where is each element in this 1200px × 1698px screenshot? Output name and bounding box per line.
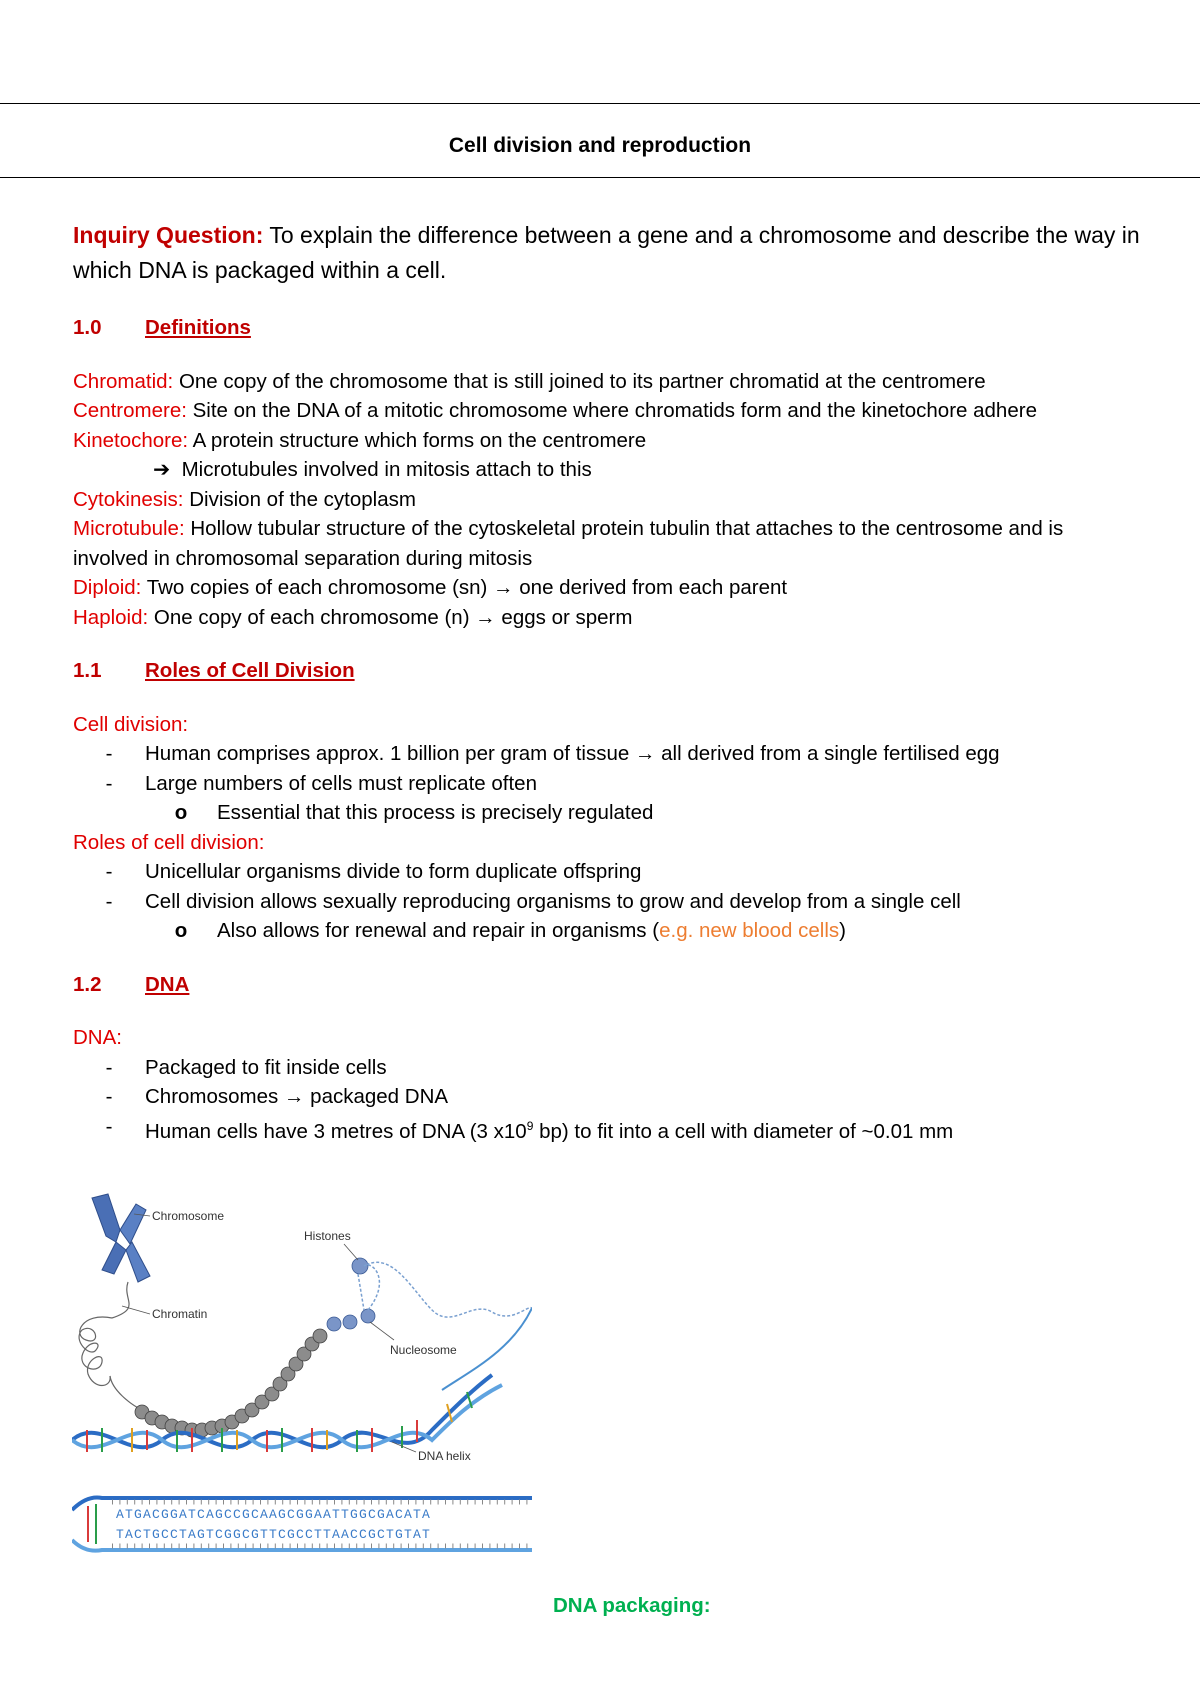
section-title: Roles of Cell Division: [145, 659, 355, 682]
list-item: [73, 769, 1143, 799]
figure-caption: DNA packaging:: [553, 1594, 711, 1617]
sub-list-item-text-end: ): [839, 919, 846, 942]
label-histones: Histones: [304, 1229, 351, 1243]
list-item-text: Unicellular organisms divide to form duplicate offspring: [145, 860, 642, 883]
section-number: 1.1: [73, 659, 102, 682]
inquiry-label: Inquiry Question:: [73, 222, 264, 248]
dash-bullet: -: [105, 742, 113, 765]
label-chromatin: Chromatin: [152, 1307, 208, 1321]
definition-term: Centromere:: [73, 399, 187, 422]
definition-cytokinesis: [73, 485, 1143, 515]
dash-bullet: -: [105, 860, 113, 883]
definition-text: Division of the cytoplasm: [183, 487, 416, 511]
dna-label: DNA:: [73, 1026, 122, 1049]
definition-kinetochore: [73, 426, 1143, 456]
definition-term: Microtubule:: [73, 517, 185, 540]
definition-term: Diploid:: [73, 576, 142, 599]
circle-bullet-icon: o: [174, 801, 188, 824]
definition-microtubule: [73, 514, 1143, 573]
list-item: [73, 1112, 1143, 1146]
section-number: 1.2: [73, 972, 102, 996]
list-item-text-end: bp) to fit into a cell with diameter of ~0.01 mm: [533, 1119, 954, 1143]
page-title: Cell division and reproduction: [448, 134, 752, 157]
arrow-icon: ➔: [153, 458, 182, 481]
section-title: Definitions: [145, 316, 251, 339]
section-number: 1.0: [73, 316, 102, 339]
sub-list-item: [73, 798, 1143, 828]
list-item: [73, 1053, 1143, 1083]
sub-list-item-text: Also allows for renewal and repair in organisms (: [217, 919, 660, 942]
section-heading-definitions: [73, 313, 1143, 343]
section-heading-roles: [73, 656, 1143, 686]
list-item-text: Packaged to fit inside cells: [145, 1055, 387, 1079]
list-item-text: Large numbers of cells must replicate often: [145, 771, 537, 795]
definition-term: Haploid:: [73, 605, 149, 629]
list-item: [73, 1082, 1143, 1112]
definition-text: One copy of each chromosome (n) → eggs or sperm: [148, 605, 633, 629]
chromatin-icon: [79, 1282, 142, 1410]
document-body: [73, 218, 1143, 1146]
circle-bullet-icon: o: [174, 919, 188, 942]
definition-text: Two copies of each chromosome (sn) → one derived from each parent: [141, 576, 788, 599]
definition-text: Hollow tubular structure of the cytoskeletal protein tubulin that attaches to the centrosome and is involved in chromosomal separation during mitosis: [73, 517, 1064, 570]
definition-term: Chromatid:: [73, 369, 174, 393]
definition-term: Kinetochore:: [73, 428, 189, 452]
label-nucleosome: Nucleosome: [390, 1343, 457, 1357]
histone-icon: [327, 1258, 375, 1331]
dash-bullet: -: [105, 1114, 113, 1138]
sequence-top: ATGACGGATCAGCCGCAAGCGGAATTGGCGACATA: [116, 1507, 432, 1522]
dna-sequence-diagram: [72, 1498, 532, 1551]
definition-chromatid: [73, 367, 1143, 397]
cell-division-label: Cell division:: [73, 712, 189, 736]
inquiry-text: To explain the difference between a gene and a chromosome and describe the way in which DNA is packaged within a cell.: [73, 222, 1140, 283]
list-item: [73, 857, 1143, 887]
section-heading-dna: [73, 970, 1143, 1000]
section-title: DNA: [145, 972, 190, 996]
header-rule-top: [0, 103, 1200, 104]
inquiry-question: [73, 218, 1143, 288]
definition-text: One copy of the chromosome that is still joined to its partner chromatid at the centromere: [173, 369, 986, 393]
sub-list-item-text: Essential that this process is precisely regulated: [217, 801, 654, 824]
sub-list-item: [73, 916, 1143, 946]
definition-diploid: [73, 573, 1143, 603]
definition-term: Cytokinesis:: [73, 487, 184, 511]
dash-bullet: -: [105, 889, 113, 913]
definition-centromere: [73, 396, 1143, 426]
definition-text: Site on the DNA of a mitotic chromosome where chromatids form and the kinetochore adhere: [186, 399, 1037, 422]
definition-kinetochore-sub: [73, 455, 1143, 485]
list-item: [73, 739, 1143, 769]
list-item-text: Cell division allows sexually reproducing organisms to grow and develop from a single cell: [145, 889, 961, 913]
header-rule-bottom: [0, 177, 1200, 178]
list-item-text: Chromosomes → packaged DNA: [145, 1085, 449, 1108]
roles-label: Roles of cell division:: [73, 830, 265, 854]
list-item-text: Human comprises approx. 1 billion per gram of tissue → all derived from a single fertilised egg: [145, 742, 1000, 765]
sequence-bottom: TACTGCCTAGTCGGCGTTCGCCTTAACCGCTGTAT: [116, 1527, 432, 1542]
dash-bullet: -: [105, 1085, 113, 1108]
nucleosome-fibre: [135, 1329, 327, 1437]
label-chromosome: Chromosome: [152, 1209, 225, 1223]
definition-haploid: [73, 603, 1143, 633]
superscript: 9: [526, 1118, 534, 1133]
example-text: e.g. new blood cells: [659, 919, 840, 942]
dna-packaging-figure: [72, 1190, 532, 1590]
definition-subtext: Microtubules involved in mitosis attach to this: [181, 458, 592, 481]
list-item-text: Human cells have 3 metres of DNA (3 x10: [145, 1119, 527, 1143]
dash-bullet: -: [105, 1055, 113, 1079]
list-item: [73, 887, 1143, 917]
definition-text: A protein structure which forms on the centromere: [188, 428, 647, 452]
dash-bullet: -: [105, 771, 113, 795]
chromosome-icon: [92, 1194, 150, 1282]
label-dna-helix: DNA helix: [418, 1449, 471, 1463]
